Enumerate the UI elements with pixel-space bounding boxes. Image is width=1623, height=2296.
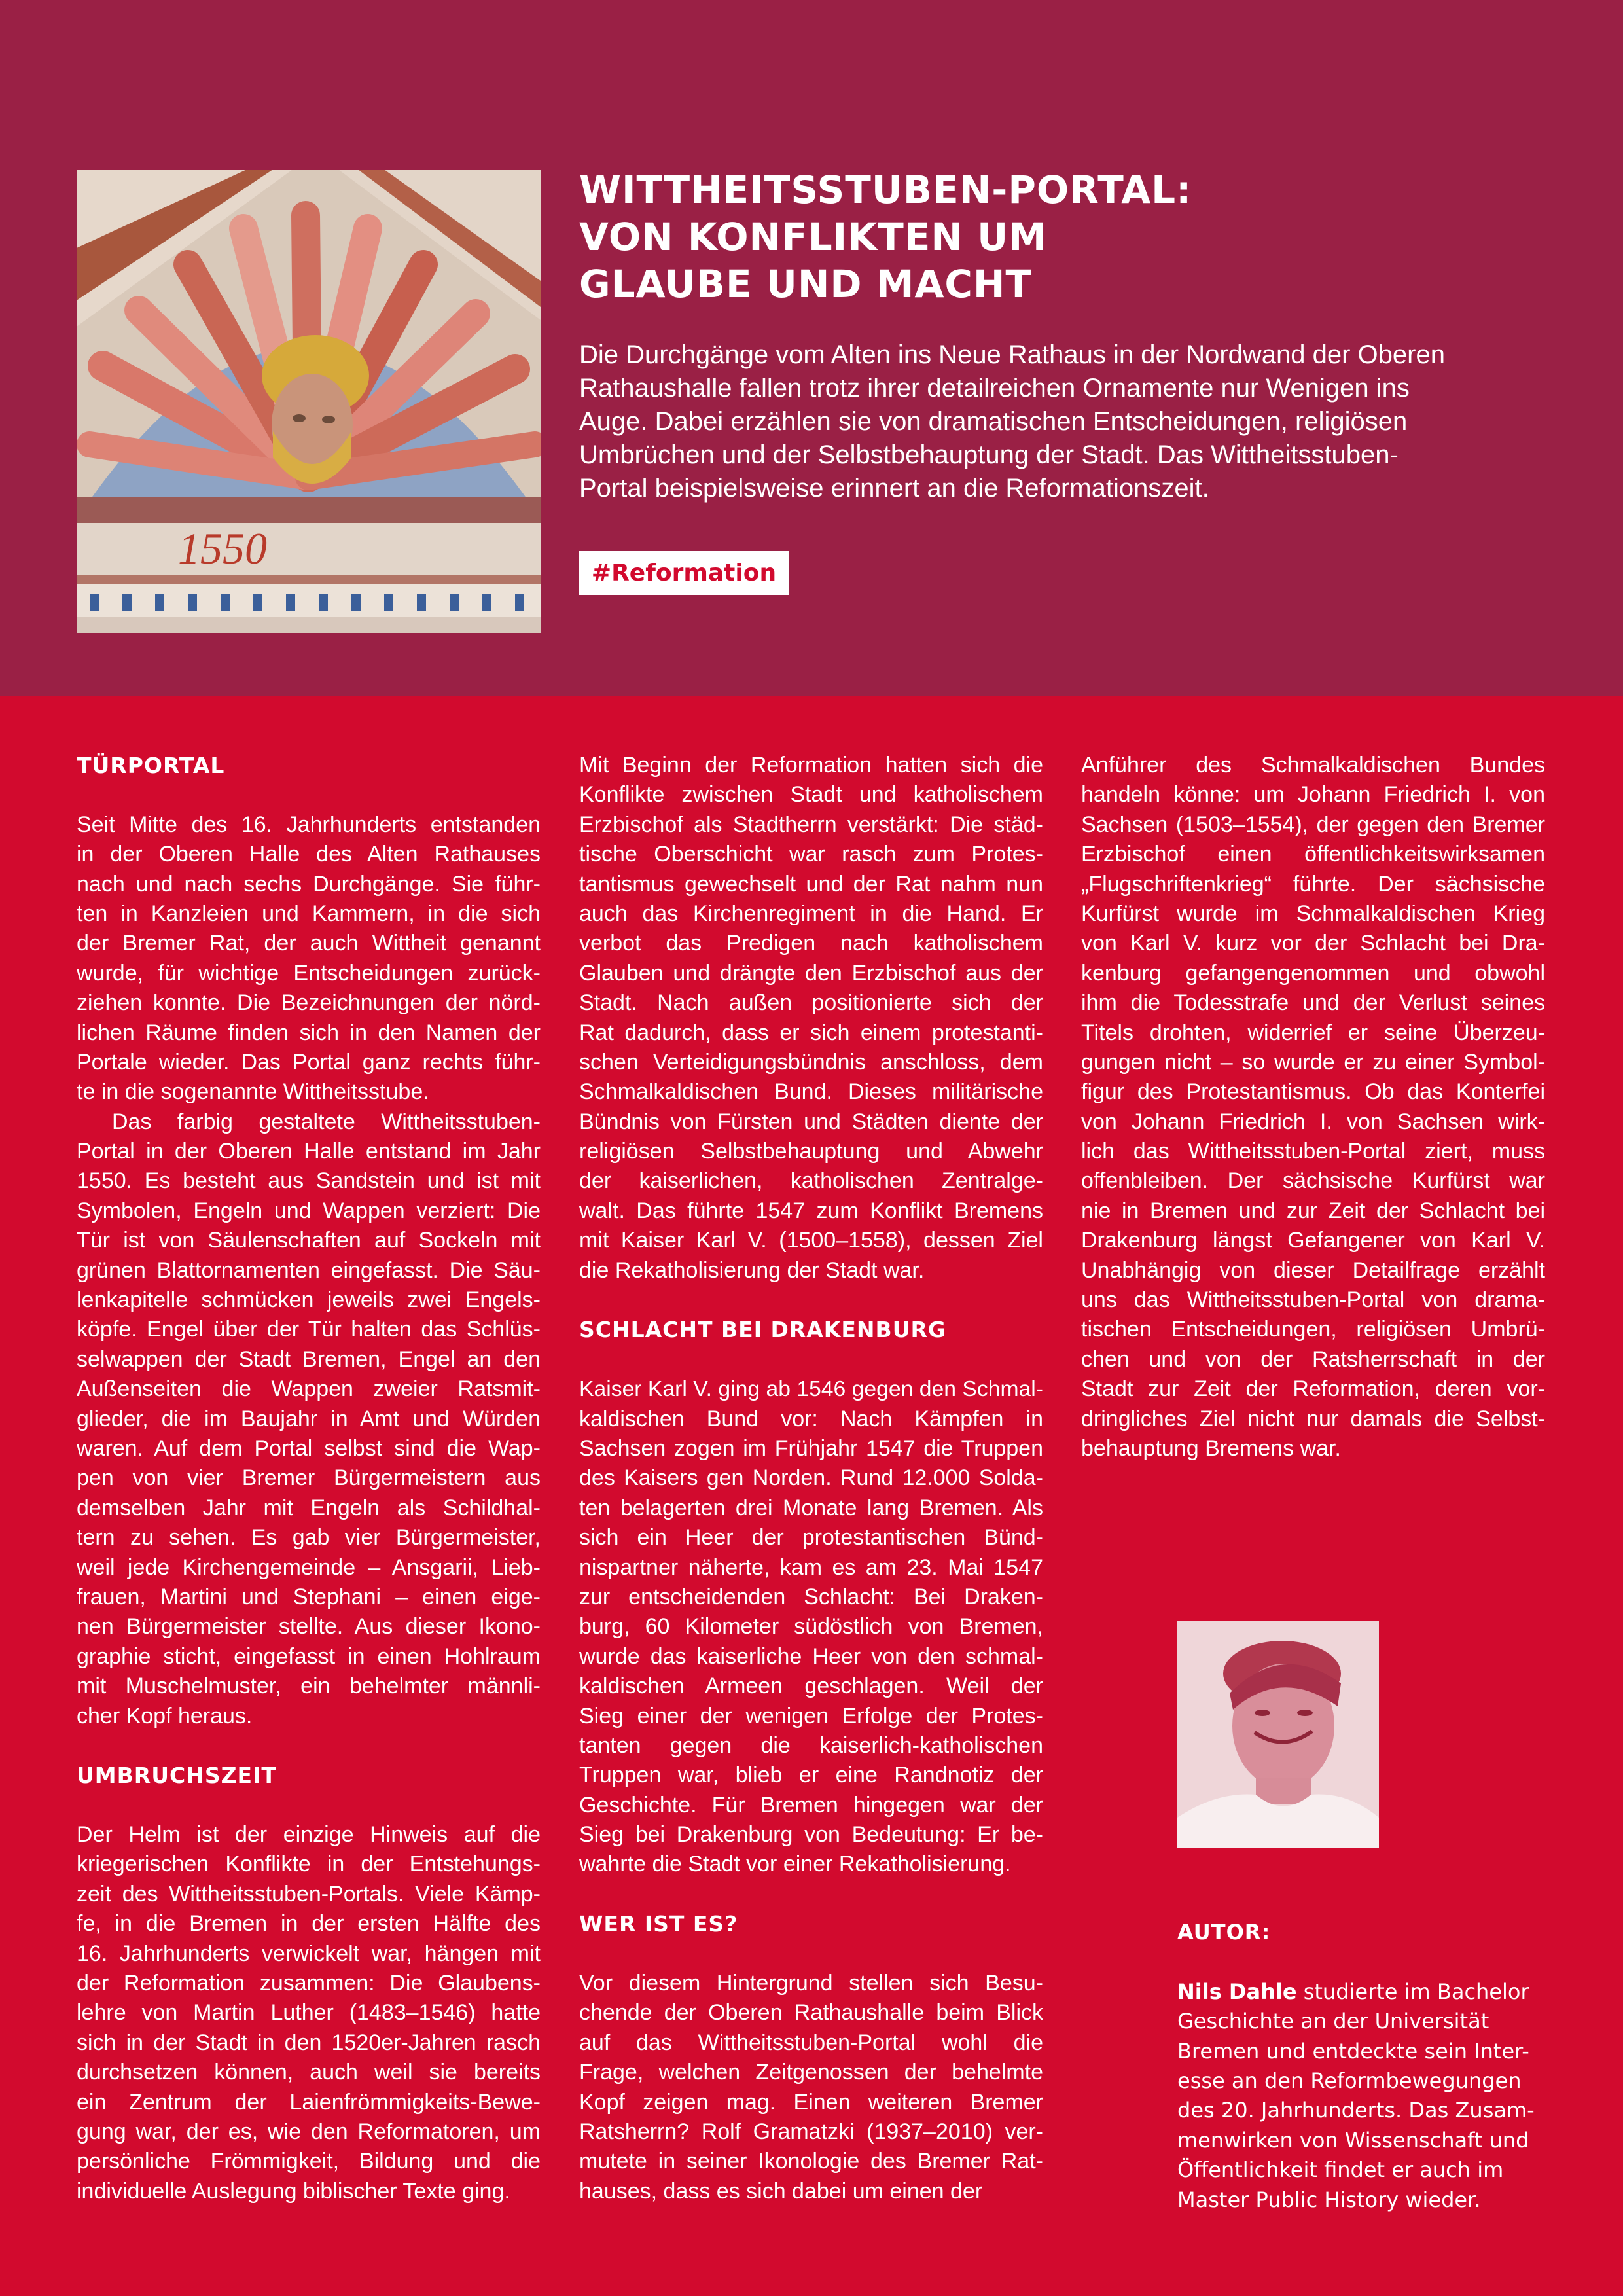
text-line: „Flugschriftenkrieg“ führte. Der sächsische: [1081, 871, 1545, 897]
text-line: Seit Mitte des 16. Jahrhunderts entstanden: [77, 812, 541, 837]
section-heading-schlacht-bei-drakenburg: SCHLACHT BEI DRAKENBURG: [579, 1317, 946, 1343]
text-line: durchsetzen können, auch weil sie bereits: [77, 2060, 541, 2085]
intro-line: Portal beispielsweise erinnert an die Reformationszeit.: [579, 474, 1209, 503]
title-line: VON KONFLIKTEN UM: [579, 215, 1047, 259]
author-line: Geschichte an der Universität: [1177, 2009, 1489, 2034]
text-line: schen Verteidigungsbündnis anschloss, dem: [579, 1049, 1043, 1075]
text-line: fe, in die Bremen in der ersten Hälfte des: [77, 1911, 541, 1937]
text-line: ten belagerten drei Monate lang Bremen. Als: [579, 1495, 1043, 1520]
text-line: nispartner näherte, kam es am 23. Mai 1547: [579, 1554, 1043, 1580]
text-line: köpfe. Engel über der Tür halten das Schlüs-: [77, 1317, 541, 1342]
text-line: 16. Jahrhunderts verwickelt war, hängen mit: [77, 1941, 541, 1966]
author-line: des 20. Jahrhunderts. Das Zusam-: [1177, 2098, 1535, 2123]
intro-line: Die Durchgänge vom Alten ins Neue Rathaus in der Nordwand der Oberen: [579, 340, 1445, 369]
text-line: uns das Wittheitsstuben-Portal von drama-: [1081, 1287, 1545, 1313]
text-line: tische Oberschicht war rasch zum Protes-: [579, 842, 1043, 867]
intro-paragraph: [579, 338, 1515, 505]
text-line: Außenseiten die Wappen zweier Ratsmit-: [77, 1376, 541, 1402]
text-line: lichen Räume finden sich in den Namen der: [77, 1020, 541, 1045]
text-line: nie in Bremen und zur Zeit der Schlacht bei: [1081, 1198, 1545, 1223]
text-line: Drakenburg längst Gefangener von Karl V.: [1081, 1228, 1545, 1253]
paragraph-gap: [579, 1880, 1043, 1909]
author-box: [1177, 1918, 1570, 2215]
text-line: Das farbig gestaltete Wittheitsstuben-: [112, 1109, 541, 1134]
paragraph: [77, 1107, 541, 1731]
text-line: verbot das Predigen nach katholischem: [579, 931, 1043, 956]
text-line: Vor diesem Hintergrund stellen sich Besu-: [579, 1971, 1043, 1996]
text-line: te in die sogenannte Wittheitsstube.: [77, 1079, 429, 1105]
intro-line: Rathaushalle fallen trotz ihrer detailreichen Ornamente nur Wenigen ins: [579, 374, 1410, 403]
text-line: gung war, der es, wie den Reformatoren, um: [77, 2119, 541, 2144]
text-line: der Reformation zusammen: Die Glaubens-: [77, 1971, 541, 1996]
text-line: Portale wieder. Das Portal ganz rechts führ-: [77, 1049, 541, 1075]
text-line: Konflikte zwischen Stadt und katholischem: [579, 782, 1043, 808]
text-line: von Johann Friedrich I. von Sachsen wirk-: [1081, 1109, 1545, 1134]
text-line: waren. Auf dem Portal selbst sind die Wap-: [77, 1435, 541, 1461]
text-line: demselben Jahr mit Engeln als Schildhal-: [77, 1495, 541, 1520]
paragraph-gap: [579, 1285, 1043, 1315]
section-heading-wer-ist-es: WER IST ES?: [579, 1911, 738, 1937]
text-line: chen und von der Ratsherrschaft in der: [1081, 1346, 1545, 1372]
text-line: ihm die Todesstrafe und der Verlust seines: [1081, 990, 1545, 1016]
text-line: in der Oberen Halle des Alten Rathauses: [77, 842, 541, 867]
text-line: die Rekatholisierung der Stadt war.: [579, 1257, 925, 1283]
intro-line: Umbrüchen und der Selbstbehauptung der Stadt. Das Wittheitsstuben-: [579, 440, 1399, 469]
text-line: selwappen der Stadt Bremen, Engel an den: [77, 1346, 541, 1372]
text-line: Kurfürst wurde im Schmalkaldischen Krieg: [1081, 901, 1545, 926]
text-line: tantismus gewechselt und der Rat nahm nun: [579, 871, 1043, 897]
text-line: Der Helm ist der einzige Hinweis auf die: [77, 1822, 541, 1848]
text-line: Geschichte. Für Bremen hingegen war der: [579, 1792, 1043, 1818]
text-line: Kaiser Karl V. ging ab 1546 gegen den Schmal-: [579, 1376, 1043, 1402]
text-line: wurde, für wichtige Entscheidungen zurück-: [77, 960, 541, 986]
author-line: esse an den Reformbewegungen: [1177, 2068, 1522, 2093]
text-line: zur entscheidenden Schlacht: Bei Draken-: [579, 1584, 1043, 1609]
text-line: religiösen Selbstbehauptung und Abwehr: [579, 1139, 1043, 1164]
text-line: Truppen war, blieb er eine Randnotiz der: [579, 1763, 1043, 1788]
text-line: Kopf zeigen mag. Einen weiteren Bremer: [579, 2089, 1043, 2115]
author-line: menwirken von Wissenschaft und: [1177, 2127, 1529, 2153]
header-band: [0, 0, 1623, 696]
text-line: Portal in der Oberen Halle entstand im Jahr: [77, 1139, 541, 1164]
portal-relief-image: [77, 170, 541, 633]
author-portrait-image: [1177, 1621, 1379, 1848]
text-line: Glauben und drängte den Erzbischof aus der: [579, 960, 1043, 986]
text-line: Sieg einer der wenigen Erfolge der Protes-: [579, 1703, 1043, 1729]
paragraph: [579, 1969, 1043, 2206]
text-line: wurde das kaiserliche Heer von den schmal-: [579, 1643, 1043, 1669]
title-line: GLAUBE UND MACHT: [579, 262, 1033, 306]
text-line: kenburg gefangengenommen und obwohl: [1081, 960, 1545, 986]
text-line: Tür ist von Säulenschaften auf Sockeln mit: [77, 1228, 541, 1253]
author-portrait-photo: [1177, 1621, 1379, 1848]
text-line: Sachsen zogen im Frühjahr 1547 die Truppen: [579, 1435, 1043, 1461]
text-line: Ratsherrn? Rolf Gramatzki (1937–2010) ver-: [579, 2119, 1043, 2144]
text-line: auf das Wittheitsstuben-Portal wohl die: [579, 2030, 1043, 2055]
intro-line: Auge. Dabei erzählen sie von dramatischen Entscheidungen, religiösen: [579, 407, 1408, 436]
text-line: gungen nicht – so wurde er zu einer Symbol-: [1081, 1049, 1545, 1075]
text-line: lenkapitelle schmücken jeweils zwei Engels-: [77, 1287, 541, 1313]
text-line: Stadt. Nach außen positionierte sich der: [579, 990, 1043, 1016]
text-line: tern zu sehen. Es gab vier Bürgermeister,: [77, 1525, 541, 1551]
column-3: [1081, 751, 1545, 1463]
paragraph: [1081, 751, 1545, 1463]
paragraph: [579, 751, 1043, 1285]
text-line: frauen, Martini und Stephani – einen eige-: [77, 1584, 541, 1609]
paragraph: [77, 1820, 541, 2206]
author-line: Öffentlichkeit findet er auch im: [1177, 2157, 1504, 2183]
text-line: kriegerischen Konflikte in der Entstehungs-: [77, 1852, 541, 1877]
text-line: individuelle Auslegung biblischer Texte ging.: [77, 2178, 510, 2204]
text-line: der kaiserlichen, katholischen Zentralge-: [579, 1168, 1043, 1194]
text-line: Bündnis von Fürsten und Städten diente der: [579, 1109, 1043, 1134]
text-line: des Kaisers gen Norden. Rund 12.000 Solda-: [579, 1465, 1043, 1491]
author-line: [1177, 1977, 1570, 2007]
text-line: 1550. Es besteht aus Sandstein und ist mit: [77, 1168, 541, 1194]
text-line: sich ein Heer der protestantischen Bünd-: [579, 1525, 1043, 1551]
portal-relief-photo: [77, 170, 541, 633]
text-line: mutete in seiner Ikonologie des Bremer Rat-: [579, 2149, 1043, 2174]
text-line: Unabhängig von dieser Detailfrage erzählt: [1081, 1257, 1545, 1283]
text-line: Stadt zur Zeit der Reformation, deren vor-: [1081, 1376, 1545, 1402]
text-line: hauses, dass es sich dabei um einen der: [579, 2178, 983, 2204]
text-line: pen von vier Bremer Bürgermeistern aus: [77, 1465, 541, 1491]
text-line: Erzbischof als Stadtherrn verstärkt: Die städ-: [579, 812, 1043, 837]
text-line: lehre von Martin Luther (1483–1546) hatte: [77, 2000, 541, 2026]
paragraph-gap: [77, 1731, 541, 1761]
text-line: tanten gegen die kaiserlich-katholischen: [579, 1732, 1043, 1758]
text-line: dringliches Ziel nicht nur damals die Selbst-: [1081, 1406, 1545, 1431]
text-line: Titels drohten, widerrief er seine Überzeu-: [1081, 1020, 1545, 1045]
text-line: graphie sticht, eingefasst in einen Hohlraum: [77, 1643, 541, 1669]
text-line: burg, 60 Kilometer südöstlich von Bremen,: [579, 1614, 1043, 1640]
text-line: walt. Das führte 1547 zum Konflikt Bremens: [579, 1198, 1043, 1223]
text-line: glieder, die im Baujahr in Amt und Würden: [77, 1406, 541, 1431]
text-line: Schmalkaldischen Bund. Dieses militärische: [579, 1079, 1043, 1105]
text-line: zeit des Wittheitsstuben-Portals. Viele Kämp-: [77, 1881, 541, 1907]
text-line: Rat dadurch, dass er sich einem protestanti-: [579, 1020, 1043, 1045]
text-line: grünen Blattornamenten eingefasst. Die Säu-: [77, 1257, 541, 1283]
text-line: mit Kaiser Karl V. (1500–1558), dessen Ziel: [579, 1228, 1043, 1253]
author-line-text: studierte im Bachelor: [1296, 1979, 1529, 2004]
text-line: Mit Beginn der Reformation hatten sich die: [579, 753, 1043, 778]
text-line: figur des Protestantismus. Ob das Konterfei: [1081, 1079, 1545, 1105]
text-line: von Karl V. kurz vor der Schlacht bei Dra-: [1081, 931, 1545, 956]
paragraph: [579, 1374, 1043, 1880]
text-line: Anführer des Schmalkaldischen Bundes: [1081, 753, 1545, 778]
text-line: mit Muschelmuster, ein behelmter männli-: [77, 1674, 541, 1699]
text-line: kaldischen Bund vor: Nach Kämpfen in: [579, 1406, 1043, 1431]
text-line: tischen Entscheidungen, religiösen Umbrü-: [1081, 1317, 1545, 1342]
paragraph: [77, 810, 541, 1107]
title-line: WITTHEITSSTUBEN-PORTAL:: [579, 168, 1192, 212]
text-line: Erzbischof einen öffentlichkeitswirksamen: [1081, 842, 1545, 867]
reformation-tag[interactable]: #Reformation: [579, 551, 789, 595]
text-line: handeln könne: um Johann Friedrich I. von: [1081, 782, 1545, 808]
text-line: kaldischen Armeen geschlagen. Weil der: [579, 1674, 1043, 1699]
text-line: Sachsen (1503–1554), der gegen den Bremer: [1081, 812, 1545, 837]
text-line: ten in Kanzleien und Kammern, in die sich: [77, 901, 541, 926]
text-line: persönliche Frömmigkeit, Bildung und die: [77, 2149, 541, 2174]
text-line: chende der Oberen Rathaushalle beim Blick: [579, 2000, 1043, 2026]
text-line: auch das Kirchenregiment in die Hand. Er: [579, 901, 1043, 926]
text-line: cher Kopf heraus.: [77, 1703, 253, 1729]
author-heading: AUTOR:: [1177, 1920, 1271, 1945]
text-line: behauptung Bremens war.: [1081, 1435, 1341, 1461]
text-line: wahrte die Stadt vor einer Rekatholisierung.: [579, 1852, 1011, 1877]
text-line: nach und nach sechs Durchgänge. Sie führ-: [77, 871, 541, 897]
text-line: Frage, welchen Zeitgenossen der behelmte: [579, 2060, 1043, 2085]
text-line: sich in der Stadt in den 1520er-Jahren rasch: [77, 2030, 541, 2055]
author-name: Nils Dahle: [1177, 1979, 1297, 2004]
text-line: ein Zentrum der Laienfrömmigkeits-Bewe-: [77, 2089, 541, 2115]
section-heading-tuerportal: TÜRPORTAL: [77, 753, 225, 778]
text-line: der Bremer Rat, der auch Wittheit genannt: [77, 931, 541, 956]
year-carving: 1550: [178, 524, 267, 573]
section-heading-umbruchszeit: UMBRUCHSZEIT: [77, 1763, 277, 1789]
text-line: nen Bürgermeister stellte. Aus dieser Ikono-: [77, 1614, 541, 1640]
text-line: Sieg bei Drakenburg von Bedeutung: Er be-: [579, 1822, 1043, 1848]
author-line: Master Public History wieder.: [1177, 2187, 1481, 2212]
text-line: lich das Wittheitsstuben-Portal ziert, muss: [1081, 1139, 1545, 1164]
text-line: offenbleiben. Der sächsische Kurfürst war: [1081, 1168, 1545, 1194]
text-line: ziehen konnte. Die Bezeichnungen der nörd-: [77, 990, 541, 1016]
author-line: Bremen und entdeckte sein Inter-: [1177, 2038, 1529, 2064]
column-2: [579, 751, 1043, 2206]
text-line: Symbolen, Engeln und Wappen verziert: Die: [77, 1198, 541, 1223]
page-title: [579, 166, 1561, 308]
text-line: weil jede Kirchengemeinde – Ansgarii, Lieb-: [77, 1554, 541, 1580]
column-1: [77, 751, 541, 2206]
